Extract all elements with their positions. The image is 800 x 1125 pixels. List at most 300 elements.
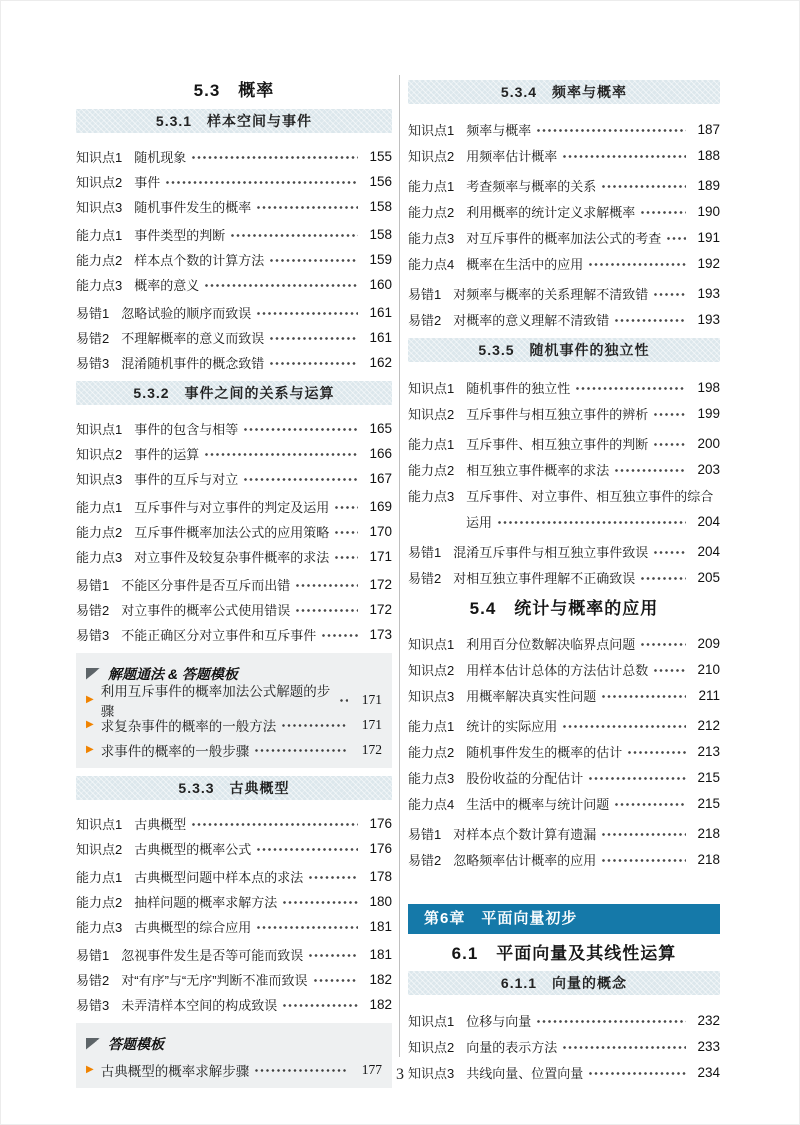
toc-entry-title: 古典概型的综合应用 [134, 920, 252, 935]
toc-entry [76, 519, 392, 544]
toc-entry [408, 116, 720, 142]
toc-entry-label: 知识点2 [76, 842, 123, 857]
summary-box-item [86, 712, 382, 737]
toc-entry-title: 互斥事件概率加法公式的应用策略 [134, 525, 330, 540]
dot-leader [615, 319, 686, 322]
toc-entry-label: 易错2 [76, 603, 110, 618]
toc-entry-page: 232 [697, 1012, 720, 1028]
toc-entry-label: 知识点3 [408, 1065, 455, 1081]
toc-entry-title: 事件的互斥与对立 [134, 472, 239, 487]
toc-entry [76, 942, 392, 967]
toc-entry-page: 178 [369, 869, 392, 884]
toc-entry-page: 192 [697, 255, 720, 271]
toc-entry-page: 234 [697, 1064, 720, 1080]
dot-leader [257, 312, 358, 315]
toc-entry-page: 171 [369, 549, 392, 564]
toc-entry-title: 对“有序”与“无序”判断不准而致误 [121, 973, 308, 988]
toc-entry [408, 250, 720, 276]
toc-entry-page: 210 [697, 661, 720, 677]
dot-leader [654, 413, 686, 416]
toc-entry [76, 272, 392, 297]
toc-entry-title: 互斥事件与对立事件的判定及运用 [134, 500, 330, 515]
dot-leader [322, 634, 358, 637]
toc-entry-label: 易错2 [76, 973, 110, 988]
toc-entry-label: 知识点1 [408, 122, 455, 138]
subsection-band: 5.3.1 样本空间与事件 [76, 109, 392, 133]
toc-group [76, 572, 392, 647]
dot-leader [244, 428, 358, 431]
dot-leader [602, 833, 686, 836]
toc-entry-label: 知识点3 [76, 200, 123, 215]
dot-leader [498, 521, 686, 524]
toc-entry [408, 482, 720, 508]
toc-entry-label: 能力点3 [76, 550, 123, 565]
toc-entry-page: 212 [697, 717, 720, 733]
toc-entry [76, 350, 392, 375]
toc-entry-page: 158 [369, 199, 392, 214]
toc-entry [408, 430, 720, 456]
dot-leader [602, 695, 686, 698]
subsection-band: 5.3.5 随机事件的独立性 [408, 338, 720, 362]
dot-leader [563, 155, 686, 158]
toc-entry [76, 144, 392, 169]
toc-entry-title: 古典概型的概率公式 [134, 842, 252, 857]
toc-entry-title: 利用概率的统计定义求解概率 [466, 204, 636, 220]
toc-entry-title: 不能区分事件是否互斥而出错 [121, 578, 291, 593]
toc-entry [76, 494, 392, 519]
summary-item-title: 利用互斥事件的概率加法公式解题的步骤 [100, 683, 331, 719]
toc-entry [76, 622, 392, 647]
toc-entry-page: 190 [697, 203, 720, 219]
toc-entry-label: 易错3 [76, 356, 110, 371]
dot-leader [270, 337, 358, 340]
toc-entry-page: 169 [369, 499, 392, 514]
dot-leader [654, 669, 686, 672]
summary-box [76, 653, 392, 768]
dot-leader [231, 234, 358, 237]
toc-entry-label: 易错3 [76, 628, 110, 643]
dot-leader [589, 777, 686, 780]
toc-entry-page: 166 [369, 446, 392, 461]
dot-leader [309, 876, 358, 879]
toc-entry [408, 712, 720, 738]
toc-group [76, 494, 392, 569]
toc-entry-title: 用频率估计概率 [466, 148, 558, 164]
toc-entry-page: 173 [369, 627, 392, 642]
dot-leader [615, 469, 686, 472]
dot-leader [270, 259, 358, 262]
dot-leader [576, 387, 686, 390]
toc-entry-page: 161 [369, 330, 392, 345]
subsection-band: 6.1.1 向量的概念 [408, 971, 720, 995]
right-column [408, 80, 720, 1089]
section-heading: 5.4 统计与概率的应用 [469, 599, 659, 618]
toc-entry-page: 162 [369, 355, 392, 370]
dot-leader [309, 954, 358, 957]
toc-entry-page: 161 [369, 305, 392, 320]
toc-entry-title: 对样本点个数计算有遗漏 [453, 826, 597, 842]
dot-leader [615, 803, 686, 806]
toc-entry [76, 572, 392, 597]
toc-entry-title: 互斥事件、相互独立事件的判断 [466, 436, 649, 452]
toc-entry-page: 160 [369, 277, 392, 292]
toc-group [408, 374, 720, 426]
toc-entry-page: 191 [697, 229, 720, 245]
toc-entry [408, 630, 720, 656]
arrow-bullet-icon: ▶ [86, 693, 94, 705]
dot-leader [257, 848, 358, 851]
toc-entry-title: 样本点个数的计算方法 [134, 253, 265, 268]
toc-entry-page: 172 [369, 577, 392, 592]
dot-leader [282, 724, 348, 727]
toc-entry-page: 193 [697, 311, 720, 327]
toc-entry-page: 215 [697, 795, 720, 811]
dot-leader [335, 556, 358, 559]
dot-leader [205, 453, 358, 456]
summary-item-title: 古典概型的概率求解步骤 [100, 1063, 250, 1079]
toc-entry [408, 846, 720, 872]
chapter-banner: 第6章 平面向量初步 [408, 904, 720, 934]
toc-entry-page: 199 [697, 405, 720, 421]
subsection-band: 5.3.3 古典概型 [76, 776, 392, 800]
summary-box-item [86, 737, 382, 762]
toc-entry [76, 300, 392, 325]
toc-entry-label: 易错2 [76, 331, 110, 346]
toc-entry-continuation [408, 508, 720, 534]
toc-entry-label: 能力点2 [76, 253, 123, 268]
toc-entry-label: 知识点2 [76, 447, 123, 462]
dot-leader [296, 584, 358, 587]
toc-entry-title: 不理解概率的意义而致误 [121, 331, 265, 346]
toc-group [76, 864, 392, 939]
dot-leader [192, 823, 358, 826]
toc-entry-label: 易错1 [76, 948, 110, 963]
toc-entry-page: 155 [369, 149, 392, 164]
toc-entry-label: 易错1 [76, 306, 110, 321]
toc-entry-page: 171 [361, 691, 382, 707]
dot-leader [628, 751, 686, 754]
toc-entry-page: 200 [697, 435, 720, 451]
dot-leader [537, 129, 686, 132]
dot-leader [283, 901, 358, 904]
toc-entry-label: 能力点4 [408, 796, 455, 812]
dot-leader [563, 725, 686, 728]
toc-entry-label: 知识点3 [408, 688, 455, 704]
toc-entry [408, 682, 720, 708]
toc-entry [76, 992, 392, 1017]
toc-entry-title: 古典概型问题中样本点的求法 [134, 870, 304, 885]
dot-leader [602, 859, 686, 862]
toc-entry-label: 易错1 [408, 286, 442, 302]
toc-entry-label: 能力点4 [408, 256, 455, 272]
toc-entry-page: 211 [698, 687, 720, 703]
toc-entry [408, 790, 720, 816]
toc-entry-page: 176 [369, 841, 392, 856]
dot-leader [283, 1004, 358, 1007]
dot-leader [602, 185, 686, 188]
dot-leader [244, 478, 358, 481]
toc-entry-label: 能力点1 [76, 870, 123, 885]
toc-entry [408, 198, 720, 224]
dot-leader [537, 1020, 686, 1023]
toc-entry-label: 能力点1 [408, 436, 455, 452]
toc-entry-label: 易错1 [408, 826, 442, 842]
left-column [76, 80, 392, 1096]
toc-entry-label: 知识点1 [76, 817, 123, 832]
toc-entry-label: 能力点3 [408, 230, 455, 246]
toc-entry-title: 概率的意义 [134, 278, 200, 293]
toc-entry [76, 836, 392, 861]
page-number: 3 [396, 1066, 404, 1083]
toc-entry-title: 概率在生活中的应用 [466, 256, 584, 272]
toc-entry-title: 对频率与概率的关系理解不清致错 [453, 286, 649, 302]
toc-entry [76, 889, 392, 914]
toc-entry-page: 215 [697, 769, 720, 785]
toc-entry [408, 142, 720, 168]
toc-entry-label: 知识点1 [408, 380, 455, 396]
toc-entry-label: 能力点3 [76, 278, 123, 293]
toc-entry-label: 易错2 [408, 312, 442, 328]
toc-group [408, 430, 720, 534]
toc-entry-title: 对互斥事件的概率加法公式的考查 [466, 230, 662, 246]
toc-entry-page: 203 [697, 461, 720, 477]
toc-entry-title: 事件的包含与相等 [134, 422, 239, 437]
toc-entry-title: 事件类型的判断 [134, 228, 226, 243]
toc-entry-title: 对立事件的概率公式使用错误 [121, 603, 291, 618]
arrow-bullet-icon: ▶ [86, 718, 94, 730]
toc-entry-title: 不能正确区分对立事件和互斥事件 [121, 628, 317, 643]
toc-entry [408, 738, 720, 764]
toc-group [408, 280, 720, 332]
summary-item-title: 求事件的概率的一般步骤 [100, 743, 250, 759]
toc-entry [76, 967, 392, 992]
dot-leader [205, 284, 358, 287]
column-divider [399, 75, 400, 1057]
toc-entry-page: 158 [369, 227, 392, 242]
toc-entry [76, 416, 392, 441]
toc-entry-label: 易错2 [408, 852, 442, 868]
toc-entry-label: 能力点2 [408, 462, 455, 478]
toc-entry [408, 1007, 720, 1033]
toc-entry-page: 182 [369, 997, 392, 1012]
toc-entry-label: 知识点1 [76, 150, 123, 165]
toc-entry-title: 相互独立事件概率的求法 [466, 462, 610, 478]
subsection-band: 5.3.4 频率与概率 [408, 80, 720, 104]
toc-entry [76, 169, 392, 194]
toc-entry-page: 170 [369, 524, 392, 539]
toc-entry-title: 随机事件发生的概率的估计 [466, 744, 623, 760]
dot-leader [641, 643, 686, 646]
summary-box-item [86, 683, 382, 719]
toc-entry-title: 混淆互斥事件与相互独立事件致误 [453, 544, 649, 560]
toc-entry [76, 466, 392, 491]
toc-entry [76, 222, 392, 247]
toc-entry-label: 能力点3 [76, 920, 123, 935]
toc-entry-title: 对概率的意义理解不清致错 [453, 312, 610, 328]
toc-entry [408, 172, 720, 198]
toc-entry-title: 生活中的概率与统计问题 [466, 796, 610, 812]
toc-entry-title: 互斥事件、对立事件、相互独立事件的综合 [466, 488, 714, 504]
toc-group [76, 811, 392, 861]
toc-entry-title: 古典概型 [134, 817, 187, 832]
toc-entry-label: 易错3 [76, 998, 110, 1013]
toc-entry-title: 频率与概率 [466, 122, 532, 138]
toc-entry [76, 864, 392, 889]
toc-entry-page: 181 [369, 919, 392, 934]
dot-leader [654, 551, 686, 554]
dot-leader [192, 156, 358, 159]
toc-entry-label: 能力点3 [408, 488, 455, 504]
dot-leader [667, 237, 686, 240]
dot-leader [166, 181, 358, 184]
toc-entry-page: 176 [369, 816, 392, 831]
toc-group [408, 116, 720, 168]
toc-entry-page: 177 [361, 1061, 382, 1077]
section-heading: 6.1 平面向量及其线性运算 [451, 944, 677, 963]
flag-icon [86, 668, 101, 680]
dot-leader [255, 749, 348, 752]
toc-entry-label: 能力点2 [408, 744, 455, 760]
toc-entry-label: 知识点2 [76, 175, 123, 190]
toc-entry [76, 325, 392, 350]
toc-entry-page: 181 [369, 947, 392, 962]
toc-entry-title: 事件 [134, 175, 161, 190]
toc-entry-page: 204 [697, 543, 720, 559]
toc-entry-page: 218 [697, 825, 720, 841]
toc-entry [408, 400, 720, 426]
toc-entry-label: 知识点2 [408, 662, 455, 678]
toc-entry-label: 能力点3 [408, 770, 455, 786]
toc-entry-page: 218 [697, 851, 720, 867]
toc-entry-label: 知识点2 [408, 148, 455, 164]
toc-entry-page: 204 [697, 513, 720, 529]
toc-entry-label: 知识点1 [408, 1013, 455, 1029]
toc-group [76, 416, 392, 491]
toc-entry [408, 1033, 720, 1059]
dot-leader [257, 926, 358, 929]
toc-entry [76, 247, 392, 272]
toc-entry-page: 189 [697, 177, 720, 193]
toc-entry [408, 224, 720, 250]
toc-entry-page: 193 [697, 285, 720, 301]
toc-group [408, 712, 720, 816]
toc-entry-page: 180 [369, 894, 392, 909]
toc-entry-label: 能力点1 [408, 178, 455, 194]
toc-entry-page: 188 [697, 147, 720, 163]
toc-entry-label: 能力点1 [76, 228, 123, 243]
toc-entry [408, 564, 720, 590]
toc-entry-title: 忽略频率估计概率的应用 [453, 852, 597, 868]
toc-entry-label: 能力点1 [76, 500, 123, 515]
toc-entry-title: 事件的运算 [134, 447, 200, 462]
toc-entry-title: 忽略试验的顺序而致误 [121, 306, 252, 321]
toc-entry [408, 538, 720, 564]
section-heading: 5.3 概率 [193, 81, 275, 100]
summary-box-title: 解题通法 & 答题模板 [108, 665, 238, 682]
toc-entry-page: 213 [697, 743, 720, 759]
toc-entry [408, 764, 720, 790]
toc-entry-title: 对相互独立事件理解不正确致误 [453, 570, 636, 586]
toc-entry-title: 随机事件发生的概率 [134, 200, 252, 215]
arrow-bullet-icon: ▶ [86, 743, 94, 755]
toc-entry-title: 未弄清样本空间的构成致误 [121, 998, 278, 1013]
toc-entry-page: 233 [697, 1038, 720, 1054]
toc-entry-title: 忽视事件发生是否等可能而致误 [121, 948, 304, 963]
toc-entry-page: 187 [697, 121, 720, 137]
toc-entry-title: 运用 [466, 514, 493, 530]
toc-entry-page: 171 [361, 716, 382, 732]
toc-entry-title: 随机现象 [134, 150, 187, 165]
toc-entry-title: 用概率解决真实性问题 [466, 688, 597, 704]
toc-entry-label: 易错2 [408, 570, 442, 586]
toc-entry-page: 167 [369, 471, 392, 486]
toc-entry-title: 互斥事件与相互独立事件的辨析 [466, 406, 649, 422]
dot-leader [335, 506, 358, 509]
toc-group [76, 942, 392, 1017]
toc-entry-label: 能力点2 [76, 895, 123, 910]
dot-leader [270, 362, 358, 365]
dot-leader [654, 443, 686, 446]
toc-entry [76, 811, 392, 836]
toc-entry-label: 能力点2 [76, 525, 123, 540]
toc-entry [408, 306, 720, 332]
toc-entry-title: 向量的表示方法 [466, 1039, 558, 1055]
toc-group [408, 820, 720, 872]
toc-entry-title: 位移与向量 [466, 1013, 532, 1029]
toc-entry [408, 456, 720, 482]
toc-entry-title: 用样本估计总体的方法估计总数 [466, 662, 649, 678]
toc-entry-page: 159 [369, 252, 392, 267]
toc-entry-page: 198 [697, 379, 720, 395]
toc-entry-title: 统计的实际应用 [466, 718, 558, 734]
toc-entry-page: 182 [369, 972, 392, 987]
toc-group [76, 144, 392, 219]
toc-entry-page: 209 [697, 635, 720, 651]
toc-entry-label: 知识点1 [76, 422, 123, 437]
dot-leader [257, 206, 358, 209]
toc-entry-title: 混淆随机事件的概念致错 [121, 356, 265, 371]
toc-group [408, 172, 720, 276]
toc-entry [76, 544, 392, 569]
toc-group [408, 538, 720, 590]
toc-entry-label: 易错1 [408, 544, 442, 560]
toc-entry-label: 知识点1 [408, 636, 455, 652]
dot-leader [641, 577, 686, 580]
toc-entry [76, 914, 392, 939]
dot-leader [335, 531, 358, 534]
arrow-bullet-icon: ▶ [86, 1063, 94, 1075]
toc-entry-page: 172 [369, 602, 392, 617]
toc-entry-page: 165 [369, 421, 392, 436]
toc-group [76, 300, 392, 375]
toc-entry-page: 205 [697, 569, 720, 585]
dot-leader [641, 211, 686, 214]
toc-entry-label: 易错1 [76, 578, 110, 593]
toc-entry-label: 知识点2 [408, 1039, 455, 1055]
toc-entry-title: 考查频率与概率的关系 [466, 178, 597, 194]
dot-leader [589, 263, 686, 266]
dot-leader [654, 293, 686, 296]
toc-entry [408, 374, 720, 400]
toc-entry-title: 股份收益的分配估计 [466, 770, 584, 786]
flag-icon [86, 1038, 101, 1050]
toc-entry-title: 共线向量、位置向量 [466, 1065, 584, 1081]
toc-entry-title: 随机事件的独立性 [466, 380, 571, 396]
dot-leader [296, 609, 358, 612]
subsection-band: 5.3.2 事件之间的关系与运算 [76, 381, 392, 405]
summary-box-title: 答题模板 [108, 1035, 164, 1052]
toc-entry-title: 利用百分位数解决临界点问题 [466, 636, 636, 652]
